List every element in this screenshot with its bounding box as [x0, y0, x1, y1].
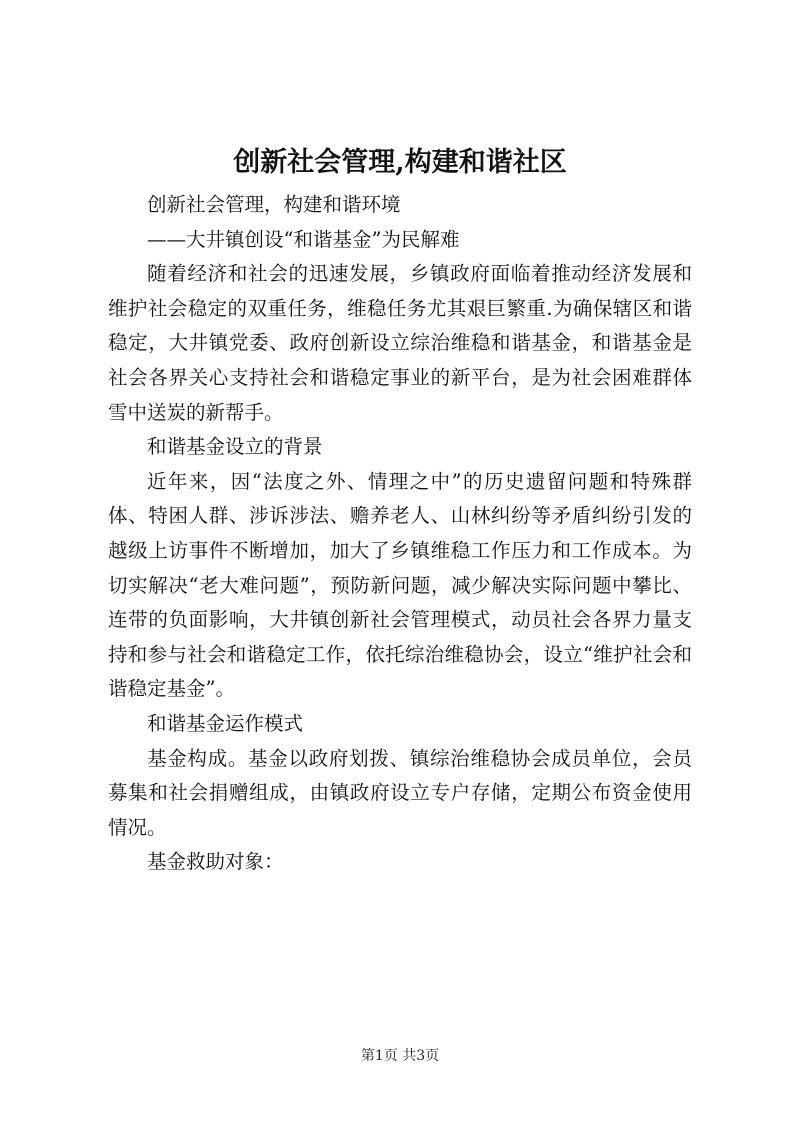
paragraph-intro: 随着经济和社会的迅速发展，乡镇政府面临着推动经济发展和维护社会稳定的双重任务，维稳任务尤其艰巨繁重.为确保辖区和谐稳定，大井镇党委、政府创新设立综治维稳和谐基金，和谐基金是社会各界关心支持社会和谐稳定事业的新平台，是为社会困难群体雪中送炭的新帮手。	[108, 262, 692, 424]
document-title: 创新社会管理,构建和谐社区	[233, 147, 567, 178]
paragraph-fund-composition: 基金构成。基金以政府划拨、镇综治维稳协会成员单位，会员募集和社会捐赠组成，由镇政府设立专户存储，定期公布资金使用情况。	[108, 746, 692, 839]
page-footer: 第1页 共3页	[360, 1048, 440, 1064]
section-heading-operation: 和谐基金运作模式	[147, 711, 304, 735]
paragraph-background: 近年来，因“法度之外、情理之中”的历史遗留问题和特殊群体、特困人群、涉诉涉法、赡养老人、山林纠纷等矛盾纠纷引发的越级上访事件不断增加，加大了乡镇维稳工作压力和工作成本。为切实解决“老大难问题”，预防新问题，减少解决实际问题中攀比、连带的负面影响，大井镇创新社会管理模式，动员社会各界力量支持和参与社会和谐稳定工作，依托综治维稳协会，设立“维护社会和谐稳定基金”。	[108, 469, 692, 701]
paragraph-subtitle: 创新社会管理，构建和谐环境	[147, 193, 401, 216]
paragraph-fund-recipients: 基金救助对象：	[147, 850, 284, 874]
paragraph-subheading: ——大井镇创设“和谐基金”为民解难	[147, 227, 460, 251]
document-body	[108, 188, 692, 880]
section-heading-background: 和谐基金设立的背景	[147, 435, 323, 459]
